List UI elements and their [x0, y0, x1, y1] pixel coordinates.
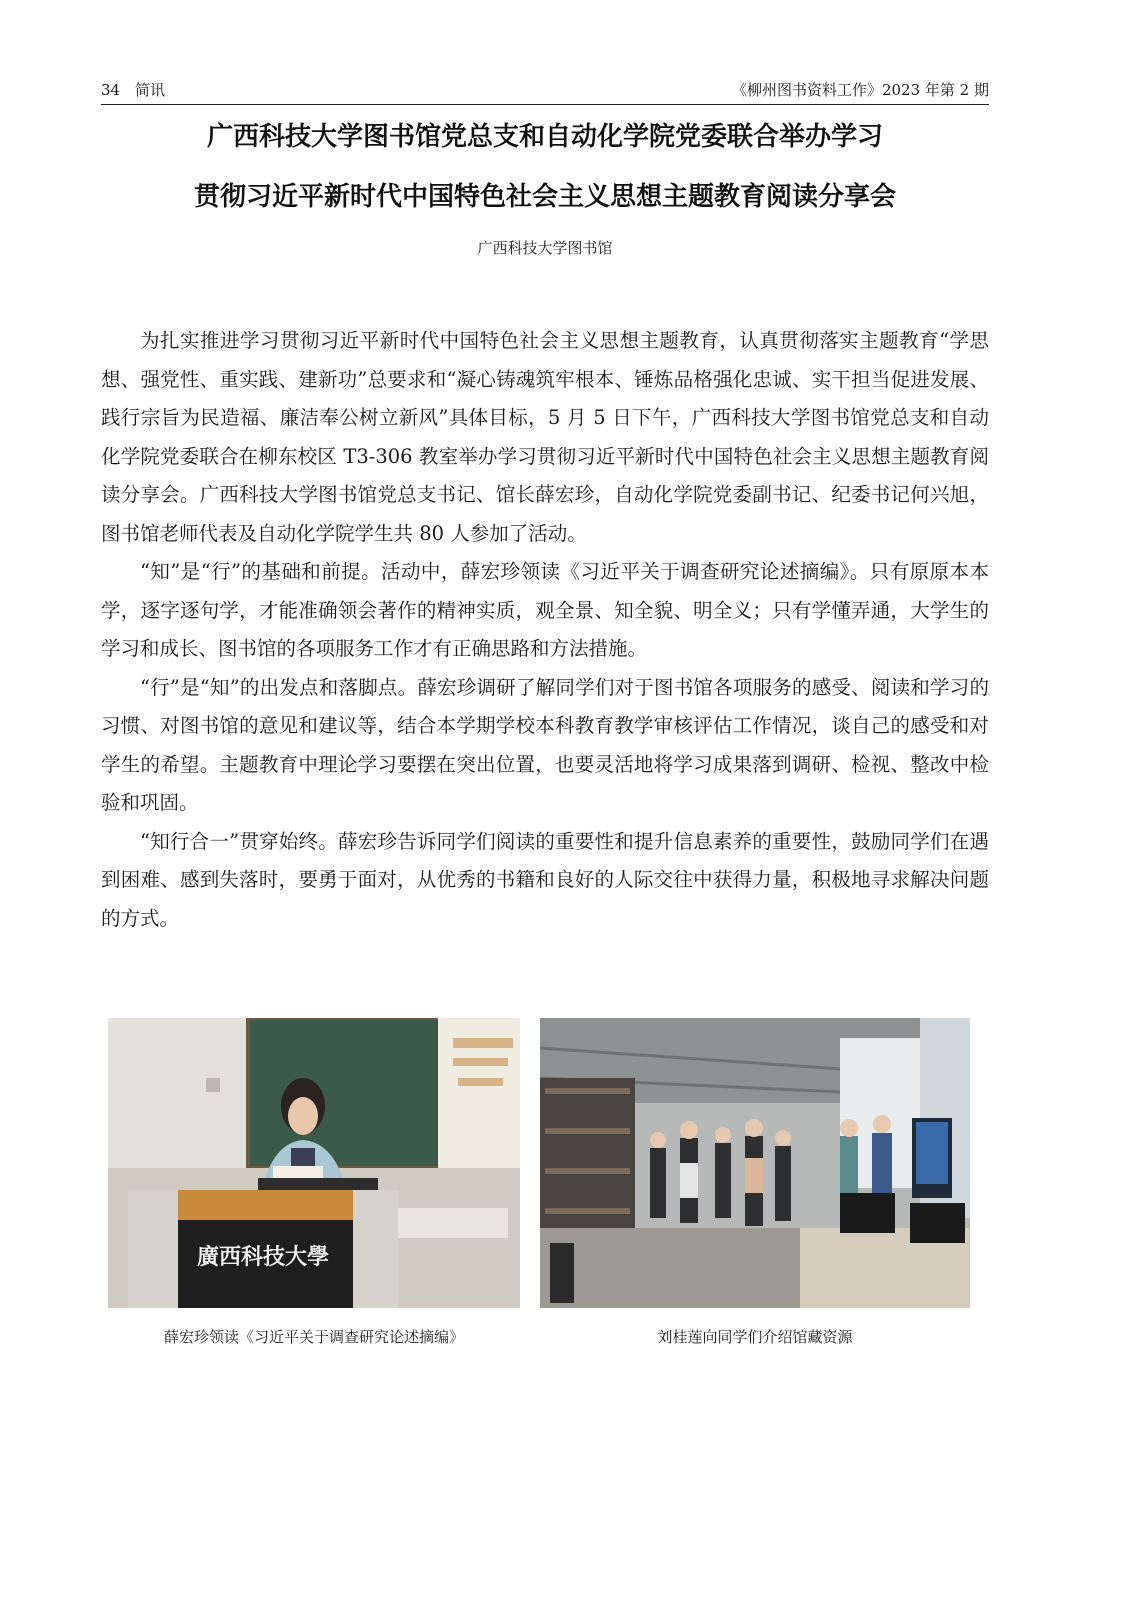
article-title-line-1: 广西科技大学图书馆党总支和自动化学院党委联合举办学习: [206, 122, 883, 152]
page-number: 34: [101, 81, 121, 99]
running-header: [101, 80, 989, 105]
photo-library-illustration: [540, 1018, 970, 1308]
photo-speaker-illustration: [108, 1018, 520, 1308]
journal-issue: 《柳州图书资料工作》2023 年第 2 期: [731, 81, 989, 99]
article-body: [101, 322, 989, 938]
photo-library-tour: [540, 1018, 970, 1308]
article-title-line-2: 贯彻习近平新时代中国特色社会主义思想主题教育阅读分享会: [193, 182, 896, 212]
article-author: 广西科技大学图书馆: [477, 239, 613, 257]
podium-logo-text: 廣西科技大學: [196, 1244, 330, 1270]
paragraph: “知行合一”贯穿始终。薛宏珍告诉同学们阅读的重要性和提升信息素养的重要性，鼓励同学们在遇到困难、感到失落时，要勇于面对，从优秀的书籍和良好的人际交往中获得力量，积极地寻求解决问题的方式。: [101, 829, 989, 930]
paragraph: “知”是“行”的基础和前提。活动中，薛宏珍领读《习近平关于调查研究论述摘编》。只有原原本本学，逐字逐句学，才能准确领会著作的精神实质，观全景、知全貌、明全义；只有学懂弄通，大学生的学习和成长、图书馆的各项服务工作才有正确思路和方法措施。: [101, 560, 989, 660]
section-label: 简讯: [135, 81, 166, 99]
photo-caption-2: 刘桂莲向同学们介绍馆藏资源: [657, 1328, 853, 1346]
paragraph: 为扎实推进学习贯彻习近平新时代中国特色社会主义思想主题教育，认真贯彻落实主题教育“学思想、强党性、重实践、建新功”总要求和“凝心铸魂筑牢根本、锤炼品格强化忠诚、实干担当促进发展、践行宗旨为民造福、廉洁奉公树立新风”具体目标，5 月 5 日下午，广西科技大学图书馆党总支和自动化学院党委联合在柳东校区 T3-306 教室举办学习贯彻习近平新时代中国特色社会主义思想主题教育阅读分享会。广西科技大学图书馆党总支书记、馆长薛宏珍，自动化学院党委副书记、纪委书记何兴旭，图书馆老师代表及自动化学院学生共 80 人参加了活动。: [101, 329, 989, 545]
photo-caption-1: 薛宏珍领读《习近平关于调查研究论述摘编》: [163, 1328, 464, 1346]
paragraph: “行”是“知”的出发点和落脚点。薛宏珍调研了解同学们对于图书馆各项服务的感受、阅读和学习的习惯、对图书馆的意见和建议等，结合本学期学校本科教育教学审核评估工作情况，谈自己的感受和对学生的希望。主题教育中理论学习要摆在突出位置，也要灵活地将学习成果落到调研、检视、整改中检验和巩固。: [101, 675, 989, 814]
photo-speaker-at-podium: [108, 1018, 520, 1308]
